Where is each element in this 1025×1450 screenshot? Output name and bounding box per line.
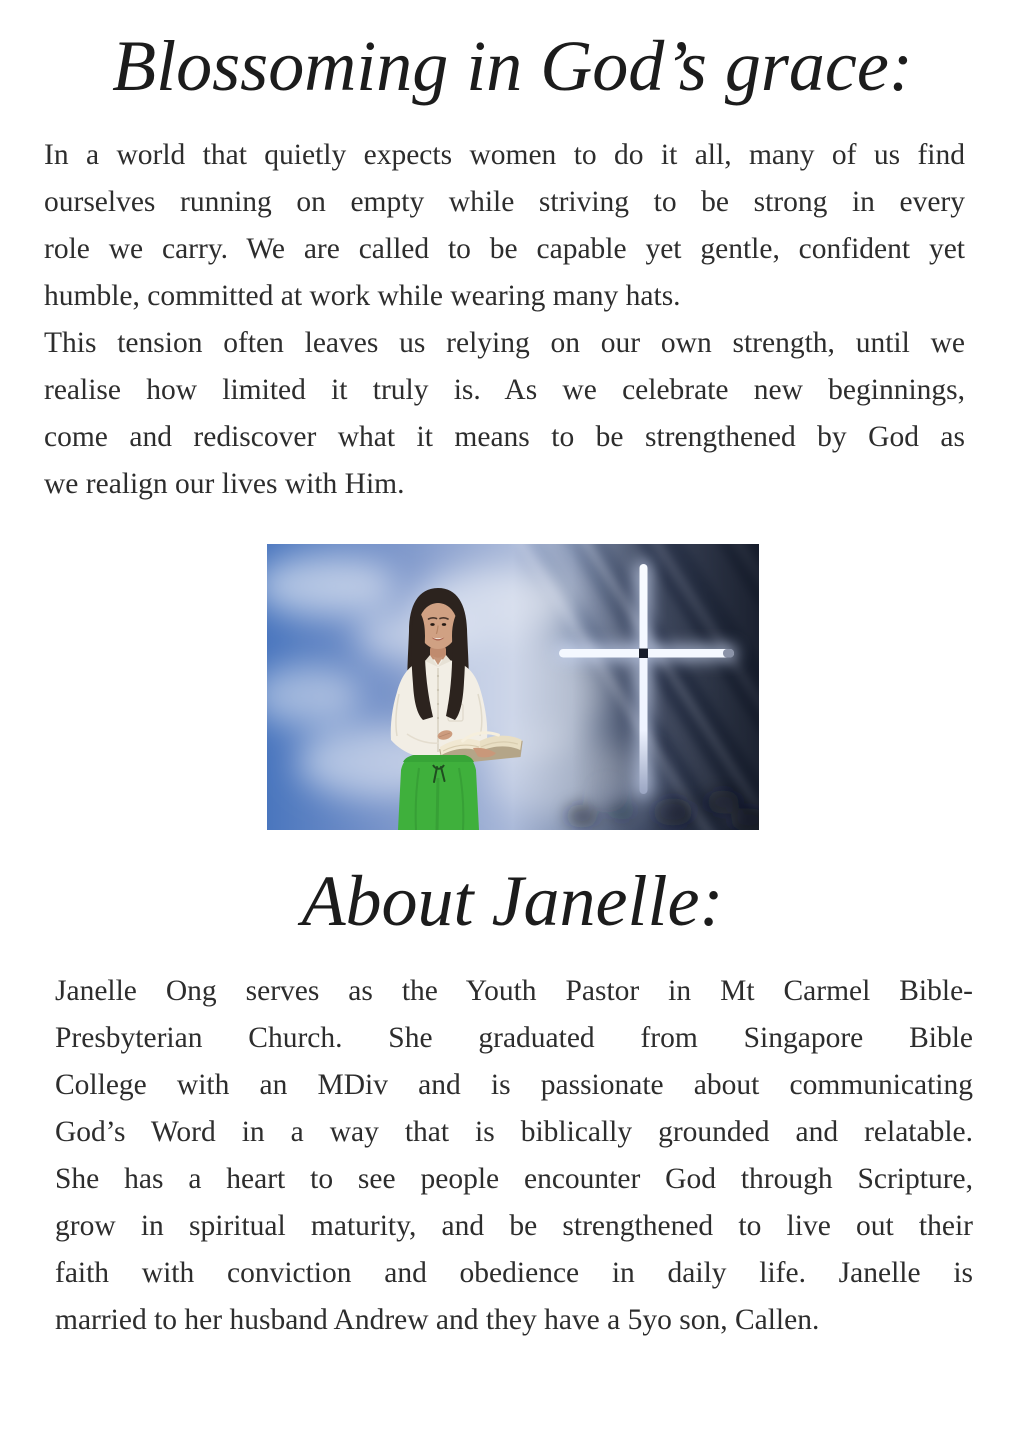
text-line: faith with conviction and obedience in daily life. Janelle is	[55, 1257, 973, 1289]
text-line: grow in spiritual maturity, and be strengthened to live out their	[55, 1210, 973, 1242]
text-line: married to her husband Andrew and they have a 5yo son, Callen.	[55, 1304, 820, 1336]
right-vignette	[267, 544, 759, 830]
woman-trousers	[398, 755, 479, 830]
text-line: role we carry. We are called to be capable yet gentle, confident yet	[44, 233, 965, 265]
text-line: we realign our lives with Him.	[44, 468, 405, 500]
bio-paragraph	[55, 968, 973, 1344]
text-line: Janelle Ong serves as the Youth Pastor in Mt Carmel Bible-	[55, 975, 973, 1007]
about-heading: About Janelle:	[301, 861, 724, 941]
text-line: In a world that quietly expects women to do it all, many of us find	[44, 139, 965, 171]
text-line: realise how limited it truly is. As we celebrate new beginnings,	[44, 374, 965, 406]
text-line: This tension often leaves us relying on our own strength, until we	[44, 327, 965, 359]
text-line: She has a heart to see people encounter God through Scripture,	[55, 1163, 973, 1195]
text-line: God’s Word in a way that is biblically grounded and relatable.	[55, 1116, 973, 1148]
main-heading: Blossoming in God’s grace:	[112, 26, 913, 106]
text-line: College with an MDiv and is passionate about communicating	[55, 1069, 973, 1101]
text-line: humble, committed at work while wearing many hats.	[44, 280, 681, 312]
text-line: come and rediscover what it means to be strengthened by God as	[44, 421, 965, 453]
intro-paragraphs	[44, 132, 965, 508]
text-line: ourselves running on empty while striving to be strong in every	[44, 186, 965, 218]
photo-woman-with-bible	[267, 544, 759, 830]
text-line: Presbyterian Church. She graduated from Singapore Bible	[55, 1022, 973, 1054]
